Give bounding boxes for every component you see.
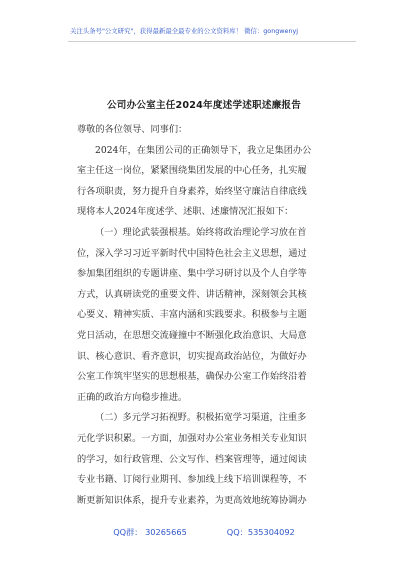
body-line: 元化学识积累。一方面，加强对办公室业务相关专业知识 <box>77 432 307 444</box>
body-line: 2024年，在集团公司的正确领导下，我立足集团办公 <box>95 144 312 156</box>
body-line: 识、核心意识、看齐意识，切实提高政治站位，为做好办 <box>77 350 307 362</box>
body-line: 正确的政治方向稳步推进。 <box>77 391 188 403</box>
body-line: 位，深入学习习近平新时代中国特色社会主义思想，通过 <box>77 247 307 259</box>
body-line: 室主任这一岗位，紧紧围绕集团发展的中心任务，扎实履 <box>77 165 307 177</box>
body-line: 专业书籍、订阅行业期刊、参加线上线下培训课程等，不 <box>77 474 307 486</box>
body-line: 心要义、精神实质、丰富内涵和实践要求。积极参与主题 <box>77 309 307 321</box>
document-body <box>77 120 339 511</box>
body-line: 公室工作筑牢坚实的思想根基，确保办公室工作始终沿着 <box>77 371 307 383</box>
body-line: 党日活动，在思想交流碰撞中不断强化政治意识、大局意 <box>77 329 307 341</box>
document-title: 公司办公室主任2024年度述学述职述廉报告 <box>107 100 301 111</box>
body-line: 断更新知识体系，提升专业素养，为更高效地统筹协调办 <box>77 494 307 506</box>
header-divider <box>68 41 356 42</box>
body-line: 行各项职责，努力提升自身素养，始终坚守廉洁自律底线 <box>77 185 307 197</box>
footer-contact <box>0 527 408 538</box>
body-line: （一）理论武装强根基。始终将政治理论学习放在首 <box>95 226 307 238</box>
body-line: 参加集团组织的专题讲座、集中学习研讨以及个人自学等 <box>77 268 307 280</box>
body-line: 的学习，如行政管理、公文写作、档案管理等，通过阅读 <box>77 453 307 465</box>
body-line: 方式，认真研读党的重要文件、讲话精神，深刻领会其核 <box>77 288 307 300</box>
header-banner[interactable]: 关注头条号"公文研究"，获得最新最全最专业的公文资料库！ 微信：gongwenyj <box>70 27 299 35</box>
body-line: （二）多元学习拓视野。积极拓宽学习渠道，注重多 <box>95 412 307 424</box>
footer-qq-number[interactable]: QQ：535304092 <box>226 527 295 537</box>
footer-qq-group[interactable]: QQ群： 30265665 <box>113 527 187 537</box>
body-line: 现将本人2024年度述学、述职、述廉情况汇报如下： <box>77 206 294 218</box>
salutation: 尊敬的各位领导、同事们： <box>77 124 188 135</box>
